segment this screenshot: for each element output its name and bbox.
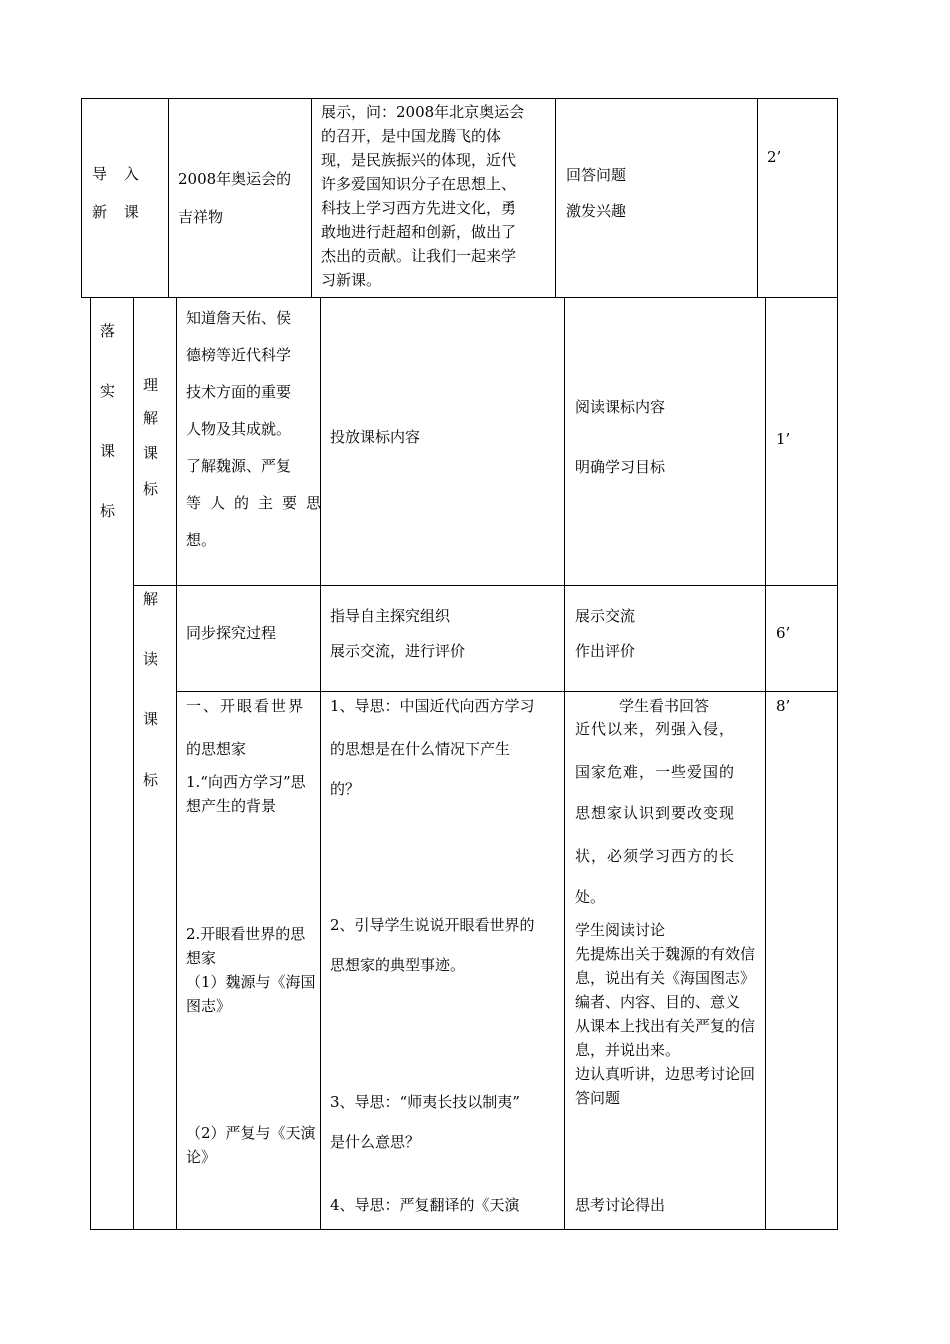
sub1-label-char: 标 [143, 480, 159, 498]
sub1-label-char: 解 [143, 409, 159, 427]
row1-student-line1: 回答问题 [566, 166, 627, 184]
row1-student-line2: 激发兴趣 [566, 202, 627, 220]
text-line: 状，必须学习西方的长 [575, 847, 736, 865]
row-b-teacher-q3-line2: 是什么意思？ [330, 1133, 421, 1151]
text-line: 许多爱国知识分子在思想上、 [321, 175, 517, 193]
text-line: 思想家认识到要改变现 [575, 804, 736, 822]
table-border [90, 297, 91, 1230]
table-border [133, 585, 838, 586]
table-border [81, 297, 838, 298]
sub1-content [186, 300, 330, 559]
row-b-teacher-q1-line3: 的？ [330, 780, 361, 798]
row-a-time: 6’ [776, 624, 791, 642]
table-border [176, 691, 838, 692]
row-b-content-yanfu: （2）严复与《天演论》 [186, 1124, 316, 1166]
text-line: 从课本上找出有关严复的信息，并说出来。 [575, 1017, 756, 1059]
text-line: 边认真听讲，边思考讨论回答问题 [575, 1065, 756, 1107]
row-b-teacher-q2-line2: 思想家的典型事迹。 [330, 956, 466, 974]
sub1-label-char: 课 [143, 444, 159, 462]
text-line: 学生阅读讨论 [575, 921, 666, 939]
row-b-student-conclusion: 思考讨论得出 [575, 1196, 666, 1214]
sub2-label-char: 标 [143, 771, 159, 789]
outer-label-char: 实 [100, 382, 116, 400]
text-line: 想。 [186, 531, 217, 549]
row1-label-line2: 新 课 [92, 203, 145, 221]
row-b-teacher-q1-line2: 的思想是在什么情况下产生 [330, 740, 511, 758]
sub2-label-char: 读 [143, 650, 159, 668]
text-line: 现，是民族振兴的体现，近代 [321, 151, 517, 169]
row-b-teacher-q4-line1: 4、导思：严复翻译的《天演 [330, 1196, 520, 1214]
text-line: 近代以来，列强入侵， [575, 720, 736, 738]
table-border [168, 98, 169, 298]
table-border [765, 297, 766, 1230]
row-b-teacher-q2-line1: 2、引导学生说说开眼看世界的 [330, 916, 535, 934]
table-border [176, 297, 177, 1230]
outer-label-char: 标 [100, 502, 116, 520]
sub1-time: 1’ [776, 430, 791, 448]
table-border [837, 297, 838, 1230]
sub2-label-char: 课 [143, 710, 159, 728]
row-b-teacher-q1-line1: 1、导思：中国近代向西方学习 [330, 697, 535, 715]
row-b-content-thinkers: 2.开眼看世界的思想家 [186, 925, 306, 967]
text-line: 杰出的贡献。让我们一起来学 [321, 247, 517, 265]
text-line: 德榜等近代科学 [186, 346, 292, 364]
row-a-student-line2: 作出评价 [575, 642, 636, 660]
row-b-student-block2 [575, 918, 761, 1110]
table-border [81, 98, 838, 99]
text-line: 技术方面的重要 [186, 383, 292, 401]
row1-label-line1: 导 入 [92, 165, 145, 183]
row-b-teacher-q3-line1: 3、导思：“师夷长技以制夷” [330, 1093, 520, 1111]
text-line: 先提炼出关于魏源的有效信息，说出有关《海国图志》编者、内容、目的、意义 [575, 945, 756, 1011]
row-b-content-weiyuan: （1）魏源与《海国图志》 [186, 973, 316, 1015]
table-border [311, 98, 312, 298]
table-border [564, 297, 565, 1230]
row1-teacher-text [321, 100, 524, 292]
row-a-content: 同步探究过程 [186, 624, 277, 642]
outer-label-char: 落 [100, 322, 116, 340]
outer-label-char: 课 [100, 442, 116, 460]
sub1-student-line2: 明确学习目标 [575, 458, 666, 476]
table-border [81, 98, 82, 298]
row-a-teacher-line2: 展示交流，进行评价 [330, 642, 466, 660]
text-line: 处。 [575, 888, 606, 906]
text-line: 知道詹天佑、侯 [186, 309, 292, 327]
sub1-student-line1: 阅读课标内容 [575, 398, 666, 416]
table-border [837, 98, 838, 298]
table-border [133, 297, 134, 1230]
text-line: 的召开，是中国龙腾飞的体 [321, 127, 502, 145]
row-a-student-line1: 展示交流 [575, 607, 636, 625]
table-border [90, 1229, 838, 1230]
text-line: 展示，问：2008年北京奥运会 [321, 103, 525, 121]
row-b-student-heading: 学生看书回答 [619, 697, 710, 715]
table-border [757, 98, 758, 298]
sub2-label-char: 解 [143, 590, 159, 608]
row-b-content-heading1: 一、开眼看世界 [186, 697, 306, 715]
text-line: 等人的主要思 [186, 494, 331, 512]
row-b-time: 8’ [776, 697, 791, 715]
text-line: 了解魏源、严复 [186, 457, 292, 475]
row1-content: 2008年奥运会的吉祥物 [178, 170, 292, 226]
table-border [555, 98, 556, 298]
text-line: 敢地进行赶超和创新，做出了 [321, 223, 517, 241]
sub1-label-char: 理 [143, 376, 159, 394]
sub1-teacher: 投放课标内容 [330, 428, 421, 446]
row-b-content-heading2: 的思想家 [186, 740, 247, 758]
text-line: 习新课。 [321, 271, 382, 289]
row-a-teacher-line1: 指导自主探究组织 [330, 607, 451, 625]
row-b-content-background: 1.“向西方学习”思想产生的背景 [186, 773, 306, 815]
row1-time: 2’ [767, 148, 782, 166]
text-line: 国家危难，一些爱国的 [575, 763, 736, 781]
text-line: 人物及其成就。 [186, 420, 292, 438]
text-line: 科技上学习西方先进文化，勇 [321, 199, 517, 217]
